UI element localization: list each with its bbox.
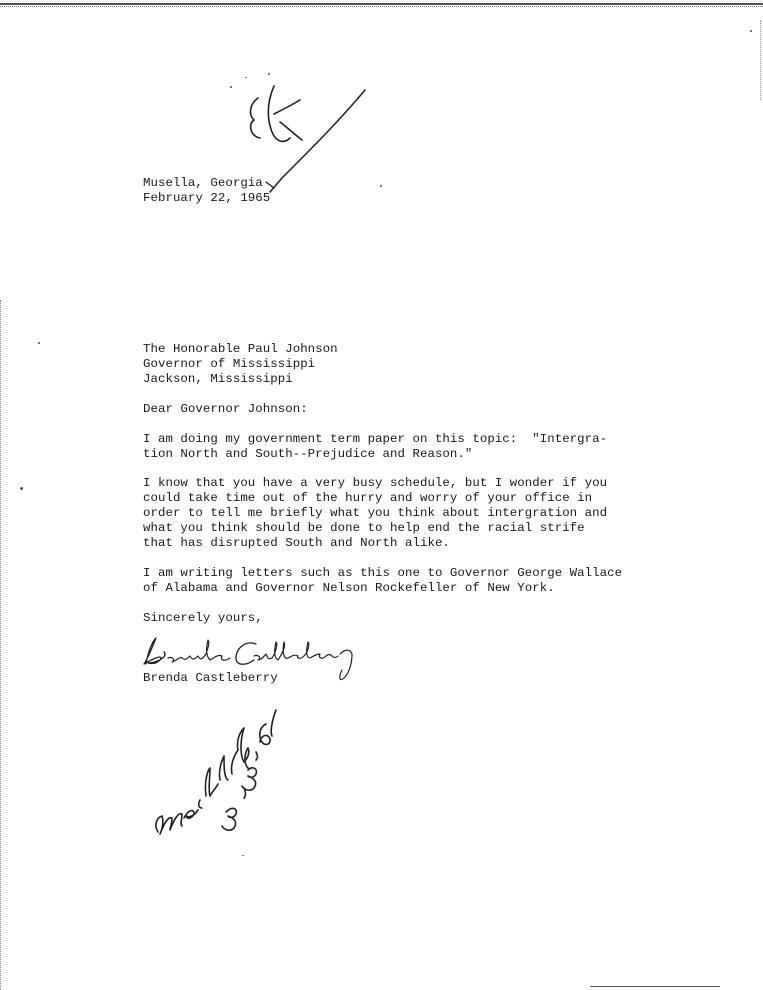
handwritten-mailed-note bbox=[148, 700, 288, 850]
left-scan-edge bbox=[0, 300, 3, 990]
recipient-name: The Honorable Paul Johnson bbox=[143, 342, 338, 356]
bottom-scan-edge bbox=[590, 986, 720, 988]
body-paragraph-2-line-3: order to tell me briefly what you think about intergration and bbox=[143, 506, 608, 520]
body-paragraph-2-line-5: that has disrupted South and North alike. bbox=[143, 536, 450, 550]
body-paragraph-2-line-4: what you think should be done to help end the racial strife bbox=[143, 521, 585, 535]
scan-speck bbox=[245, 77, 247, 78]
body-paragraph-2-line-2: could take time out of the hurry and worry of your office in bbox=[143, 491, 593, 505]
body-paragraph-2-line-1: I know that you have a very busy schedule, but I wonder if you bbox=[143, 476, 608, 490]
scan-speck bbox=[38, 342, 40, 344]
right-scan-edge bbox=[750, 20, 761, 100]
recipient-title: Governor of Mississippi bbox=[143, 357, 316, 371]
top-scan-edge bbox=[0, 3, 763, 7]
scan-speck bbox=[242, 855, 244, 856]
body-paragraph-3-line-2: of Alabama and Governor Nelson Rockefeller of New York. bbox=[143, 581, 555, 595]
typed-signer-name: Brenda Castleberry bbox=[143, 671, 278, 685]
body-paragraph-1-line-1: I am doing my government term paper on this topic: "Intergra- bbox=[143, 432, 608, 446]
recipient-address: Jackson, Mississippi bbox=[143, 372, 293, 386]
sender-city: Musella, Georgia bbox=[143, 176, 263, 190]
salutation: Dear Governor Johnson: bbox=[143, 402, 308, 416]
scan-speck bbox=[750, 30, 752, 32]
body-paragraph-1-line-2: tion North and South--Prejudice and Reason." bbox=[143, 447, 473, 461]
closing: Sincerely yours, bbox=[143, 611, 263, 625]
scan-speck bbox=[268, 73, 270, 75]
scan-speck bbox=[230, 86, 232, 88]
scan-speck bbox=[20, 487, 23, 490]
letter-date: February 22, 1965 bbox=[143, 191, 271, 205]
scan-speck bbox=[380, 185, 382, 187]
body-paragraph-3-line-1: I am writing letters such as this one to Governor George Wallace bbox=[143, 566, 623, 580]
